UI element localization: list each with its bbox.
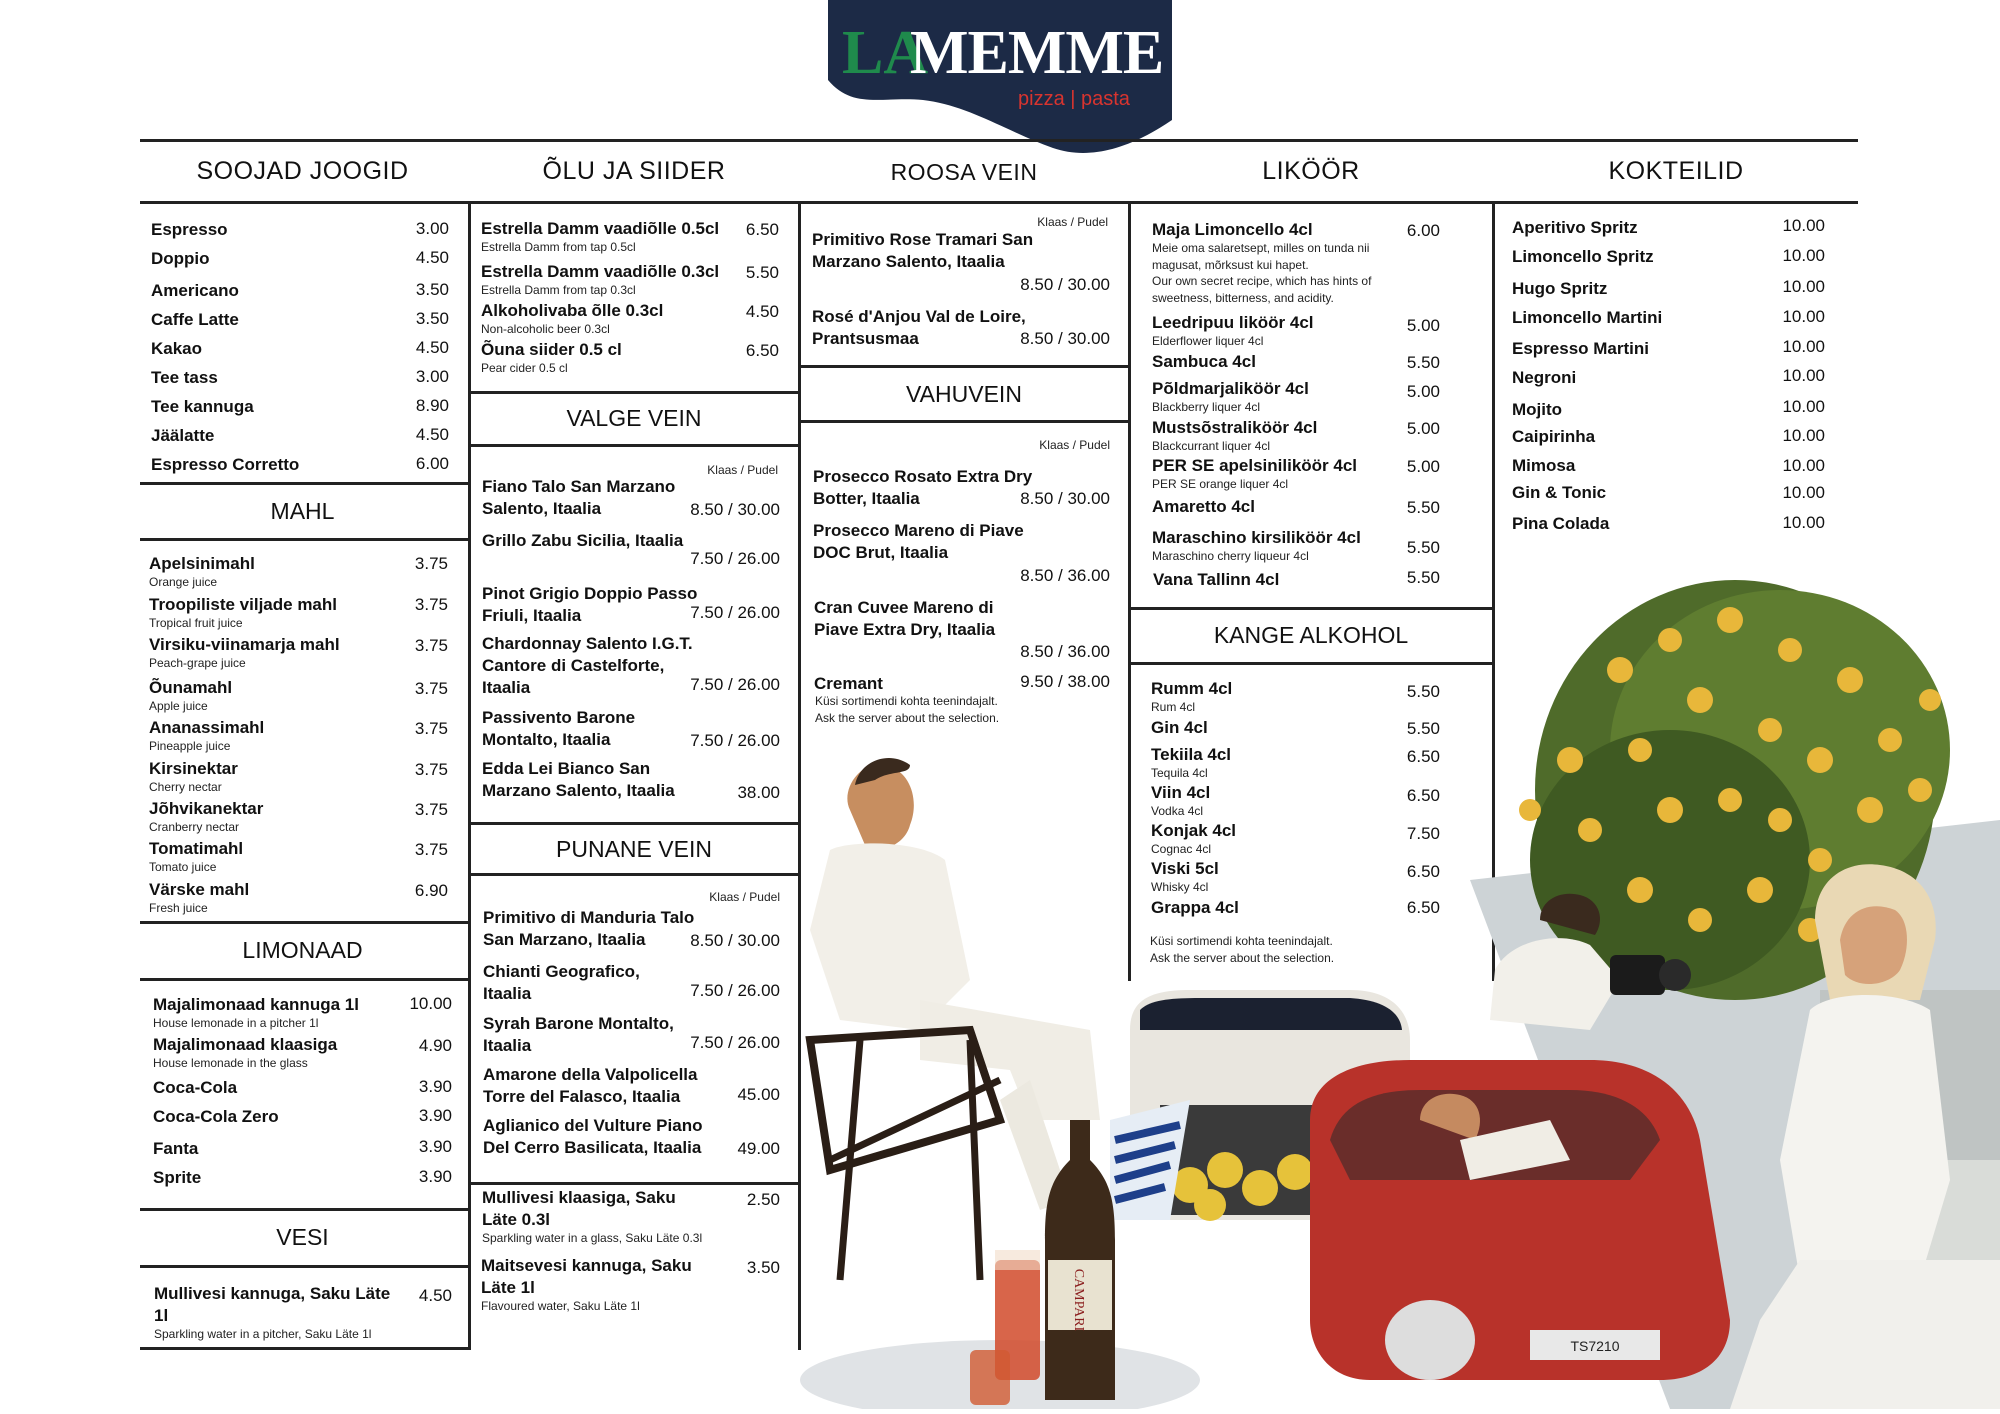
- item-name: Tee tass: [151, 368, 218, 387]
- item-name: Caffe Latte: [151, 310, 239, 329]
- item-price: 38.00: [737, 783, 780, 802]
- item-price: 5.50: [1406, 538, 1440, 557]
- item-price: 5.50: [1406, 498, 1440, 517]
- list-item: [813, 520, 1033, 564]
- red-car-illustration: [1310, 1060, 1730, 1380]
- list-item: [149, 553, 255, 589]
- item-name: Edda Lei Bianco San Marzano Salento, Itaalia: [482, 759, 675, 800]
- list-item: [151, 219, 228, 241]
- item-price: 7.50 / 26.00: [690, 731, 780, 750]
- klaas-pudel-label: Klaas / Pudel: [709, 890, 780, 904]
- list-item: [1512, 217, 1638, 239]
- item-english: Non-alcoholic beer 0.3cl: [481, 322, 610, 336]
- section-title-roosa: ROOSA VEIN: [890, 159, 1038, 185]
- list-item: [1512, 246, 1654, 268]
- item-english: Orange juice: [149, 575, 218, 589]
- item-english: Vodka 4cl: [1151, 804, 1204, 818]
- section-title-vesi: VESI: [276, 1224, 329, 1250]
- item-name: Chardonnay Salento I.G.T. Cantore di Castelforte, Itaalia: [482, 634, 693, 697]
- list-item: [151, 280, 239, 302]
- item-price: 3.90: [418, 1167, 452, 1186]
- item-name: Hugo Spritz: [1512, 279, 1608, 298]
- item-english: House lemonade in the glass: [153, 1056, 308, 1070]
- item-name: Tekiila 4cl: [1151, 745, 1232, 764]
- rule-punane-bottom: [470, 873, 800, 876]
- item-english: Tropical fruit juice: [149, 616, 243, 630]
- item-name: Mullivesi kannuga, Saku Läte 1l: [154, 1284, 391, 1325]
- item-price: 10.00: [1782, 277, 1825, 296]
- item-price: 49.00: [737, 1139, 780, 1158]
- item-price: 3.00: [415, 367, 449, 386]
- item-price: 10.00: [1782, 307, 1825, 326]
- item-price: 3.50: [746, 1258, 780, 1277]
- rule-mahl-top: [140, 482, 470, 485]
- section-title-olu: ÕLU JA SIIDER: [542, 157, 726, 185]
- list-item: [151, 396, 254, 418]
- item-name: Prosecco Mareno di Piave DOC Brut, Itaalia: [813, 521, 1024, 562]
- item-price: 3.00: [415, 219, 449, 238]
- list-item: [149, 838, 243, 874]
- item-price: 10.00: [409, 994, 452, 1013]
- item-english: Sparkling water in a glass, Saku Läte 0.3l: [482, 1231, 703, 1245]
- rule-mahl-bottom: [140, 538, 470, 541]
- list-item: [1512, 307, 1662, 329]
- section-title-soojad: SOOJAD JOOGID: [196, 157, 409, 185]
- list-item: [481, 339, 622, 375]
- item-name: Grillo Zabu Sicilia, Itaalia: [482, 531, 684, 550]
- limoncello-description: [1152, 240, 1371, 306]
- item-name: Prosecco Rosato Extra Dry Botter, Itaalia: [813, 467, 1033, 508]
- item-price: 6.50: [745, 220, 779, 239]
- section-title-kokteilid: KOKTEILID: [1608, 157, 1744, 185]
- rule-vahuvein-bottom: [800, 420, 1130, 423]
- item-name: Maraschino kirsiliköör 4cl: [1152, 528, 1361, 547]
- item-english: Whisky 4cl: [1151, 880, 1209, 894]
- item-english: Cognac 4cl: [1151, 842, 1212, 856]
- item-name: Jõhvikanektar: [149, 799, 264, 818]
- item-english: Flavoured water, Saku Läte 1l: [481, 1299, 640, 1313]
- list-item: [1512, 455, 1575, 477]
- logo-name: MEMME: [910, 19, 1164, 87]
- header-rule: [140, 201, 1858, 204]
- list-item: [149, 634, 340, 670]
- note-line: Ask the server about the selection.: [1150, 951, 1335, 965]
- list-item: [1152, 455, 1357, 491]
- item-name: Maitsevesi kannuga, Saku Läte 1l: [481, 1256, 692, 1297]
- item-name: Aglianico del Vulture Piano Del Cerro Basilicata, Itaalia: [483, 1116, 703, 1157]
- list-item: [1152, 496, 1255, 518]
- item-price: 4.50: [415, 338, 449, 357]
- item-name: Doppio: [151, 249, 210, 268]
- item-price: 6.50: [1406, 747, 1440, 766]
- rule-limonaad-bottom: [140, 978, 470, 981]
- item-name: Passivento Barone Montalto, Itaalia: [482, 708, 636, 749]
- item-english: Apple juice: [149, 699, 208, 713]
- item-name: Mullivesi klaasiga, Saku Läte 0.3l: [482, 1188, 676, 1229]
- item-english: Estrella Damm from tap 0.5cl: [481, 240, 636, 254]
- list-item: [1512, 482, 1606, 504]
- desc-line: sweetness, bitterness, and acidity.: [1152, 290, 1334, 305]
- item-english: Cranberry nectar: [149, 820, 240, 834]
- item-price: 4.90: [418, 1036, 452, 1055]
- item-price: 10.00: [1782, 366, 1825, 385]
- item-price: 3.75: [414, 554, 448, 573]
- item-price: 7.50 / 26.00: [690, 603, 780, 622]
- list-item: [153, 994, 359, 1030]
- item-price: 6.50: [745, 341, 779, 360]
- item-name: Õunamahl: [149, 678, 233, 697]
- item-name: Tomatimahl: [149, 839, 244, 858]
- note-line: Küsi sortimendi kohta teenindajalt.: [815, 694, 998, 708]
- col-divider-1: [468, 201, 471, 1350]
- item-price: 5.00: [1406, 457, 1440, 476]
- item-price: 6.50: [1406, 862, 1440, 881]
- item-name: Mimosa: [1512, 456, 1576, 475]
- klaas-pudel-label: Klaas / Pudel: [1039, 438, 1110, 452]
- item-price: 5.00: [1406, 316, 1440, 335]
- item-name: Primitivo di Manduria Talo San Marzano, Itaalia: [483, 908, 695, 949]
- desc-line: magusat, mõrksust kui hapet.: [1152, 257, 1309, 272]
- item-name: Limoncello Martini: [1512, 308, 1663, 327]
- rule-valge-top: [470, 391, 800, 394]
- item-name: Gin & Tonic: [1512, 483, 1607, 502]
- rule-mullivesi-top: [470, 1182, 800, 1185]
- item-english: Elderflower liquer 4cl: [1152, 334, 1264, 348]
- item-english: Pear cider 0.5 cl: [481, 361, 568, 375]
- klaas-pudel-label: Klaas / Pudel: [1037, 215, 1108, 229]
- item-name: Limoncello Spritz: [1512, 247, 1654, 266]
- rule-limonaad-top: [140, 921, 470, 924]
- list-item: [1512, 278, 1607, 300]
- list-item: [1152, 219, 1313, 241]
- item-price: 10.00: [1782, 337, 1825, 356]
- desc-line: Our own secret recipe, which has hints of: [1152, 274, 1372, 288]
- item-name: Sambuca 4cl: [1152, 352, 1256, 371]
- item-english: Rum 4cl: [1151, 700, 1196, 714]
- item-name: Vana Tallinn 4cl: [1153, 570, 1280, 589]
- list-item: [151, 454, 299, 476]
- item-name: Tee kannuga: [151, 397, 254, 416]
- item-name: Apelsinimahl: [149, 554, 255, 573]
- item-name: Mojito: [1512, 400, 1563, 419]
- list-item: [149, 758, 238, 794]
- item-english: Peach-grape juice: [149, 656, 246, 670]
- item-price: 3.90: [418, 1106, 452, 1125]
- item-name: Primitivo Rose Tramari San Marzano Salento, Itaalia: [812, 230, 1034, 271]
- item-price: 6.90: [414, 881, 448, 900]
- list-item: [812, 229, 1042, 273]
- item-price: 3.75: [414, 595, 448, 614]
- item-price: 10.00: [1782, 397, 1825, 416]
- section-title-vahuvein: VAHUVEIN: [906, 381, 1022, 407]
- list-item: [151, 248, 210, 270]
- list-item: [1152, 378, 1309, 414]
- logo: [828, 0, 1172, 158]
- item-price: 3.75: [414, 636, 448, 655]
- item-name: Põldmarjaliköör 4cl: [1152, 379, 1309, 398]
- klaas-pudel-label: Klaas / Pudel: [707, 463, 778, 477]
- list-item: [481, 261, 719, 297]
- item-price: 4.50: [415, 425, 449, 444]
- item-name: Troopiliste viljade mahl: [149, 595, 337, 614]
- item-name: Syrah Barone Montalto, Itaalia: [483, 1014, 674, 1055]
- item-price: 2.50: [746, 1190, 780, 1209]
- section-title-valge: VALGE VEIN: [566, 405, 702, 431]
- item-name: Mustsõstraliköör 4cl: [1152, 418, 1318, 437]
- list-item: [483, 1013, 683, 1057]
- list-item: [481, 300, 663, 336]
- rule-col1-bottom: [140, 1347, 470, 1350]
- list-item: [149, 677, 232, 713]
- note-line: Ask the server about the selection.: [815, 711, 1000, 725]
- item-price: 10.00: [1782, 456, 1825, 475]
- item-price: 4.50: [418, 1286, 452, 1305]
- item-price: 7.50 / 26.00: [690, 549, 780, 568]
- item-price: 10.00: [1782, 216, 1825, 235]
- item-name: Virsiku-viinamarja mahl: [149, 635, 340, 654]
- item-name: Fanta: [153, 1139, 199, 1158]
- item-name: Ananassimahl: [149, 718, 265, 737]
- item-price: 6.50: [1406, 786, 1440, 805]
- item-price: 3.90: [418, 1137, 452, 1156]
- item-price: 6.00: [415, 454, 449, 473]
- note-line: Küsi sortimendi kohta teenindajalt.: [1150, 934, 1333, 948]
- item-name: Viski 5cl: [1151, 859, 1219, 878]
- item-price: 5.00: [1406, 419, 1440, 438]
- item-price: 10.00: [1782, 483, 1825, 502]
- item-name: Aperitivo Spritz: [1512, 218, 1638, 237]
- item-name: Kakao: [151, 339, 203, 358]
- list-item: [482, 1187, 703, 1245]
- list-item: [153, 1106, 279, 1128]
- item-english: Blackberry liquer 4cl: [1152, 400, 1261, 414]
- item-price: 3.75: [414, 679, 448, 698]
- item-english: Blackcurrant liquer 4cl: [1152, 439, 1271, 453]
- list-item: [149, 798, 263, 834]
- item-english: Tomato juice: [149, 860, 217, 874]
- item-price: 8.50 / 36.00: [1020, 642, 1110, 661]
- list-item: [482, 758, 682, 802]
- item-price: 5.50: [1406, 568, 1440, 587]
- list-item: [1152, 417, 1317, 453]
- item-name: PER SE apelsiniliköör 4cl: [1152, 456, 1358, 475]
- item-price: 9.50 / 38.00: [1020, 672, 1110, 691]
- list-item: [1152, 312, 1314, 348]
- item-name: Estrella Damm vaadiõlle 0.5cl: [481, 219, 720, 238]
- item-name: Rumm 4cl: [1151, 679, 1233, 698]
- item-english: Pineapple juice: [149, 739, 231, 753]
- item-name: Caipirinha: [1512, 427, 1596, 446]
- rule-punane-top: [470, 822, 800, 825]
- list-item: [1512, 367, 1576, 389]
- item-price: 6.00: [1406, 221, 1440, 240]
- item-price: 7.50 / 26.00: [690, 981, 780, 1000]
- item-name: Amaretto 4cl: [1152, 497, 1255, 516]
- item-name: Chianti Geografico, Itaalia: [483, 962, 640, 1003]
- item-name: Cremant: [814, 674, 883, 693]
- rule-vahuvein-top: [800, 365, 1130, 368]
- bottle-label: CAMPARI: [1071, 1268, 1086, 1332]
- item-price: 5.50: [1406, 353, 1440, 372]
- rule-valge-bottom: [470, 444, 800, 447]
- item-price: 3.75: [414, 840, 448, 859]
- item-name: Majalimonaad kannuga 1l: [153, 995, 359, 1014]
- item-name: Coca-Cola Zero: [153, 1107, 279, 1126]
- item-name: Espresso: [151, 220, 228, 239]
- item-price: 3.75: [414, 800, 448, 819]
- photo-collage: [770, 560, 2000, 1409]
- item-english: Tequila 4cl: [1151, 766, 1208, 780]
- item-name: Konjak 4cl: [1151, 821, 1237, 840]
- list-item: [481, 218, 719, 254]
- item-english: Fresh juice: [149, 901, 208, 915]
- item-english: House lemonade in a pitcher 1l: [153, 1016, 319, 1030]
- item-english: Cherry nectar: [149, 780, 222, 794]
- item-price: 3.75: [414, 760, 448, 779]
- list-item: [153, 1077, 237, 1099]
- list-item: [149, 594, 337, 630]
- item-price: 10.00: [1782, 513, 1825, 532]
- list-item: [1152, 527, 1361, 563]
- list-item: [153, 1138, 198, 1160]
- item-english: Estrella Damm from tap 0.3cl: [481, 283, 636, 297]
- license-plate: TS7210: [1570, 1338, 1620, 1354]
- section-title-limonaad: LIMONAAD: [242, 937, 363, 963]
- item-price: 5.50: [1406, 682, 1440, 701]
- logo-tagline: pizza | pasta: [1018, 88, 1130, 110]
- item-price: 4.50: [745, 302, 779, 321]
- list-item: [1152, 351, 1256, 373]
- item-price: 7.50 / 26.00: [690, 1033, 780, 1052]
- item-price: 8.50 / 30.00: [690, 931, 780, 950]
- logo-la: LA: [842, 19, 929, 87]
- item-price: 3.90: [418, 1077, 452, 1096]
- rule-vesi-top: [140, 1208, 470, 1211]
- item-name: Fiano Talo San Marzano Salento, Itaalia: [482, 477, 676, 518]
- item-price: 45.00: [737, 1085, 780, 1104]
- item-name: Maja Limoncello 4cl: [1152, 220, 1313, 239]
- list-item: [481, 1255, 701, 1313]
- item-name: Rosé d'Anjou Val de Loire, Prantsusmaa: [812, 307, 1026, 348]
- item-english: Maraschino cherry liqueur 4cl: [1152, 549, 1309, 563]
- top-rule: [140, 139, 1858, 142]
- item-price: 5.50: [1406, 719, 1440, 738]
- item-price: 3.50: [415, 309, 449, 328]
- section-title-punane: PUNANE VEIN: [556, 836, 712, 862]
- item-english: Sparkling water in a pitcher, Saku Läte 1l: [154, 1327, 372, 1341]
- list-item: [149, 717, 264, 753]
- item-price: 10.00: [1782, 246, 1825, 265]
- section-title-mahl: MAHL: [270, 498, 335, 524]
- item-price: 7.50: [1406, 824, 1440, 843]
- item-name: Majalimonaad klaasiga: [153, 1035, 338, 1054]
- item-name: Espresso Martini: [1512, 339, 1649, 358]
- item-price: 10.00: [1782, 426, 1825, 445]
- list-item: [153, 1167, 201, 1189]
- item-name: Jäälatte: [151, 426, 215, 445]
- desc-line: Meie oma salaretsept, milles on tunda nii: [1152, 241, 1370, 255]
- item-price: 5.00: [1406, 382, 1440, 401]
- item-price: 3.50: [415, 280, 449, 299]
- item-name: Sprite: [153, 1168, 202, 1187]
- item-name: Kirsinektar: [149, 759, 238, 778]
- item-price: 8.50 / 30.00: [1020, 489, 1110, 508]
- item-name: Coca-Cola: [153, 1078, 238, 1097]
- list-item: [483, 961, 683, 1005]
- list-item: [149, 879, 249, 915]
- item-price: 8.50 / 30.00: [1020, 329, 1110, 348]
- item-name: Espresso Corretto: [151, 455, 300, 474]
- list-item: [154, 1283, 394, 1341]
- item-name: Viin 4cl: [1151, 783, 1211, 802]
- section-title-kange: KANGE ALKOHOL: [1213, 622, 1409, 648]
- item-name: Alkoholivaba õlle 0.3cl: [481, 301, 664, 320]
- item-price: 8.50 / 30.00: [690, 500, 780, 519]
- item-price: 8.90: [415, 396, 449, 415]
- item-price: 5.50: [745, 263, 779, 282]
- item-name: Grappa 4cl: [1151, 898, 1239, 917]
- item-name: Õuna siider 0.5 cl: [481, 340, 622, 359]
- item-name: Pina Colada: [1512, 514, 1610, 533]
- item-price: 3.75: [414, 719, 448, 738]
- list-item: [1512, 513, 1609, 535]
- list-item: [1512, 426, 1595, 448]
- item-name: Americano: [151, 281, 239, 300]
- list-item: [151, 309, 239, 331]
- item-price: 8.50 / 36.00: [1020, 566, 1110, 585]
- item-name: Amarone della Valpolicella Torre del Falasco, Itaalia: [483, 1065, 698, 1106]
- item-price: 8.50 / 30.00: [1020, 275, 1110, 294]
- item-english: PER SE orange liquer 4cl: [1152, 477, 1289, 491]
- list-item: [1512, 399, 1562, 421]
- rule-vesi-bottom: [140, 1265, 470, 1268]
- item-name: Värske mahl: [149, 880, 250, 899]
- section-title-likoor: LIKÖÖR: [1262, 157, 1360, 185]
- item-name: Gin 4cl: [1151, 718, 1208, 737]
- item-name: Negroni: [1512, 368, 1577, 387]
- item-name: Cran Cuvee Mareno di Piave Extra Dry, Itaalia: [814, 598, 996, 639]
- item-price: 4.50: [415, 248, 449, 267]
- item-name: Estrella Damm vaadiõlle 0.3cl: [481, 262, 720, 281]
- list-item: [1512, 338, 1649, 360]
- list-item: [153, 1034, 337, 1070]
- list-item: [151, 338, 202, 360]
- item-price: 7.50 / 26.00: [690, 675, 780, 694]
- item-price: 6.50: [1406, 898, 1440, 917]
- item-name: Leedripuu liköör 4cl: [1152, 313, 1314, 332]
- list-item: [151, 425, 214, 447]
- item-name: Pinot Grigio Doppio Passo Friuli, Itaalia: [482, 584, 698, 625]
- list-item: [151, 367, 218, 389]
